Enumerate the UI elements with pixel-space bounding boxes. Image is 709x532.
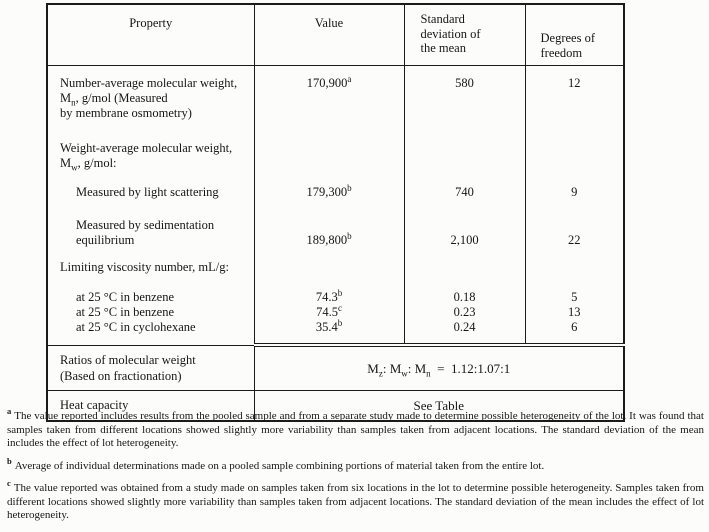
value-cell: 74.5$^c$ — [254, 305, 404, 320]
value-cell: 189,800$^b$ — [254, 233, 404, 248]
ratios-label-line1: Ratios of molecular weight — [60, 352, 196, 367]
spacer-cell — [525, 248, 624, 260]
value-cell: 179,300$^b$ — [254, 185, 404, 200]
std-dev-cell — [404, 260, 525, 275]
dof-cell — [525, 260, 624, 275]
footnote-b — [7, 455, 704, 474]
property-cell: Measured by sedimentation — [47, 218, 254, 233]
std-dev-cell: 0.23 — [404, 305, 525, 320]
footnote-a-marker: a — [7, 406, 12, 417]
property-cell: by membrane osmometry) — [47, 106, 254, 121]
spacer-row — [47, 248, 624, 260]
header-value: Value — [254, 4, 404, 66]
table-row — [47, 218, 624, 233]
table-row — [47, 260, 624, 275]
dof-cell: 6 — [571, 320, 578, 334]
std-dev-cell — [404, 91, 525, 106]
value-cell — [254, 156, 404, 171]
spacer-cell — [254, 335, 404, 345]
value-cell — [254, 91, 404, 106]
value-cell: 74.3$^b$ — [254, 290, 404, 305]
spacer-cell — [404, 335, 525, 345]
property-cell: Number-average molecular weight, — [47, 76, 254, 91]
footnote-a — [7, 406, 704, 451]
table-row — [47, 106, 624, 121]
property-cell: at 25 °C in benzene — [47, 290, 254, 305]
footnote-c-text: The value reported was obtained from a study made on samples taken from six locations in the lot to determine possible heterogeneity. Samples taken from different locations showed slightly more variability than samples taken from adjacent locations. The standard deviation of the mean includes the effect of lot heterogeneity. — [7, 482, 704, 521]
ratios-row — [47, 345, 624, 391]
footnote-c-marker: c — [7, 478, 11, 489]
property-cell: equilibrium — [47, 233, 254, 248]
spacer-cell — [47, 121, 254, 141]
property-cell: Limiting viscosity number, mL/g: — [47, 260, 254, 275]
dof-cell: 13 — [568, 305, 581, 319]
spacer-cell — [404, 66, 525, 77]
spacer-row — [47, 171, 624, 185]
value-cell: 170,900$^a$ — [254, 76, 404, 91]
dof-cell: 9 — [571, 185, 578, 199]
property-cell: Weight-average molecular weight, — [47, 141, 254, 156]
std-dev-cell — [404, 141, 525, 156]
std-dev-cell — [404, 156, 525, 171]
footnote-b-text: Average of individual determinations made on a pooled sample combining portions of material taken from the entire lot. — [14, 459, 545, 472]
spacer-cell — [404, 171, 525, 185]
header-row — [47, 4, 624, 66]
dof-cell — [525, 218, 624, 233]
value-cell: 35.4$^b$ — [254, 320, 404, 335]
spacer-cell — [47, 66, 254, 77]
spacer-cell — [525, 121, 624, 141]
spacer-cell — [525, 335, 624, 345]
spacer-cell — [254, 121, 404, 141]
spacer-cell — [525, 171, 624, 185]
dof-cell: 12 — [568, 76, 581, 90]
std-dev-cell — [404, 106, 525, 121]
footnote-b-marker: b — [7, 455, 12, 466]
spacer-cell — [47, 275, 254, 290]
property-cell: at 25 °C in cyclohexane — [47, 320, 254, 335]
footnote-a-text: The value reported includes results from the pooled sample and from a separate study made to determine possible heterogeneity of the lot. It was found that samples taken from different locations showed slightly more variability than samples taken from adjacent locations. The standard deviation of the mean includes the effect of lot heterogeneity. — [7, 410, 704, 449]
property-cell: Measured by light scattering — [47, 185, 254, 200]
table-row — [47, 91, 624, 106]
std-dev-cell: 2,100 — [404, 233, 525, 248]
table-row — [47, 233, 624, 248]
spacer-cell — [254, 66, 404, 77]
dof-cell — [525, 156, 624, 171]
heat-capacity-value-cell: See Table — [254, 391, 624, 422]
std-dev-cell: 0.24 — [404, 320, 525, 335]
value-cell — [254, 106, 404, 121]
spacer-row — [47, 275, 624, 290]
spacer-cell — [254, 200, 404, 218]
spacer-cell — [404, 200, 525, 218]
dof-cell: 22 — [568, 233, 581, 247]
header-std-deviation: Standard deviation of the mean — [404, 4, 525, 66]
table-row — [47, 76, 624, 91]
spacer-cell — [404, 275, 525, 290]
value-cell — [254, 260, 404, 275]
header-degrees-of-freedom: Degrees of freedom — [525, 4, 624, 66]
spacer-cell — [254, 248, 404, 260]
table-row — [47, 185, 624, 200]
spacer-cell — [47, 200, 254, 218]
std-dev-cell: 740 — [404, 185, 525, 200]
table-row — [47, 156, 624, 171]
spacer-row — [47, 200, 624, 218]
value-cell — [254, 141, 404, 156]
spacer-cell — [254, 275, 404, 290]
footnote-c — [7, 478, 704, 523]
spacer-cell — [525, 275, 624, 290]
property-cell: at 25 °C in benzene — [47, 305, 254, 320]
spacer-row — [47, 335, 624, 345]
std-dev-cell — [404, 218, 525, 233]
property-cell: Heat capacity — [47, 391, 254, 422]
header-property: Property — [47, 4, 254, 66]
dof-cell — [525, 141, 624, 156]
spacer-cell — [404, 121, 525, 141]
table-row — [47, 290, 624, 305]
properties-table — [46, 3, 625, 422]
spacer-row — [47, 66, 624, 77]
property-cell: $M_n$, g/mol (Measured — [47, 91, 254, 106]
dof-cell — [525, 91, 624, 106]
property-cell — [47, 345, 254, 391]
table-row — [47, 141, 624, 156]
ratios-value-cell: $M_z$: $M_w$: $M_n$ = 1.12:1.07:1 — [254, 345, 624, 391]
value-cell — [254, 218, 404, 233]
footnotes-section — [7, 406, 704, 532]
table-row — [47, 305, 624, 320]
dof-cell: 5 — [571, 290, 578, 304]
spacer-cell — [404, 248, 525, 260]
dof-cell — [525, 106, 624, 121]
std-dev-cell: 580 — [404, 76, 525, 91]
spacer-cell — [525, 66, 624, 77]
property-cell: $M_w$, g/mol: — [47, 156, 254, 171]
table-row — [47, 320, 624, 335]
std-dev-cell: 0.18 — [404, 290, 525, 305]
spacer-cell — [525, 200, 624, 218]
ratios-label-line2: (Based on fractionation) — [60, 368, 182, 383]
spacer-cell — [47, 335, 254, 345]
spacer-cell — [254, 171, 404, 185]
spacer-cell — [47, 171, 254, 185]
spacer-cell — [47, 248, 254, 260]
spacer-row — [47, 121, 624, 141]
